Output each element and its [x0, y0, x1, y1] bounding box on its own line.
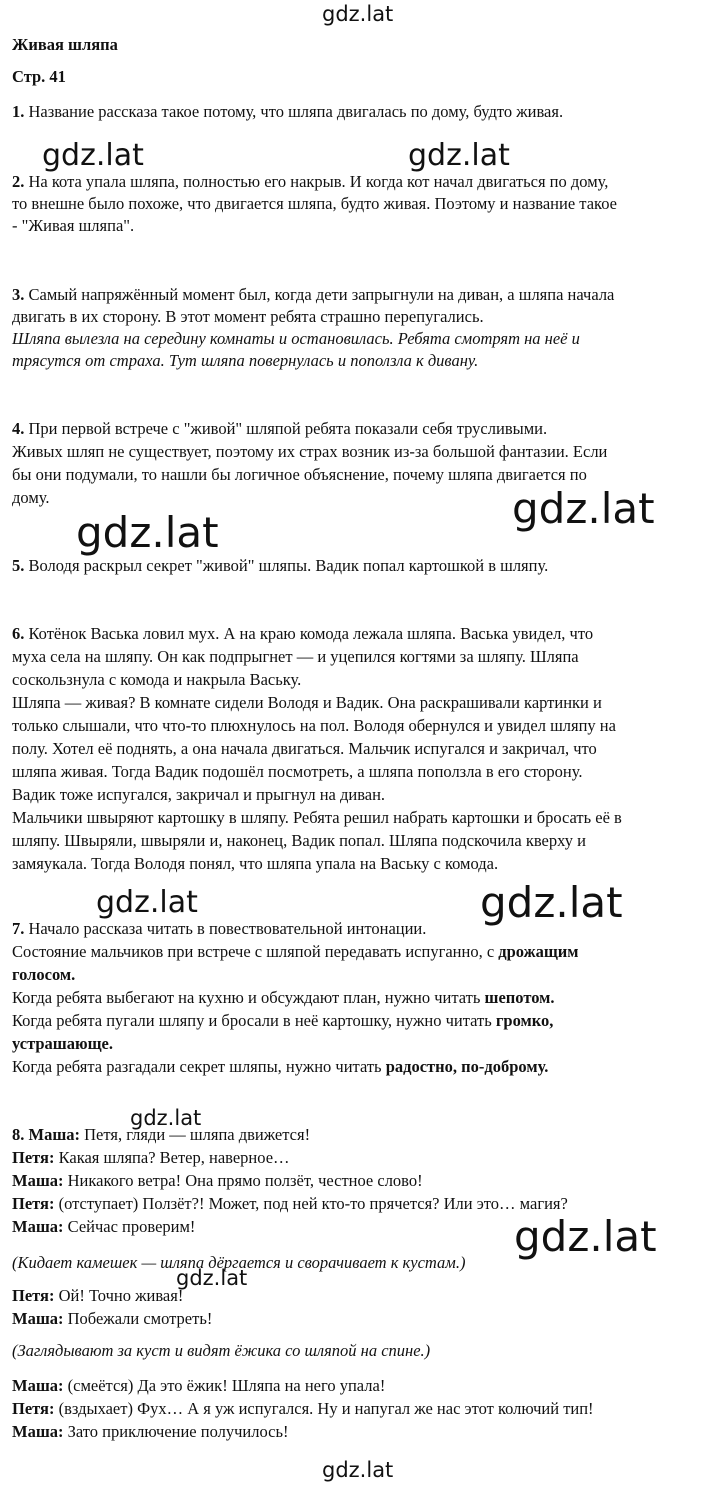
answer-6-line: муха села на шляпу. Он как подпрыгнет — и уцепился когтями за шляпу. Шляпа [12, 647, 579, 666]
answer-text: Володя раскрыл секрет "живой" шляпы. Вадик попал картошкой в шляпу. [24, 556, 549, 575]
answer-number: 5. [12, 556, 25, 575]
answer-6-line [12, 623, 593, 645]
answer-3-line: двигать в их сторону. В этот момент ребята страшно перепугались. [12, 307, 484, 326]
answer-4-line: Живых шляп не существует, поэтому их страх возник из-за большой фантазии. Если [12, 442, 608, 461]
dialog-line [12, 1375, 385, 1397]
speaker: Петя: [12, 1194, 55, 1213]
answer-number: 6. [12, 624, 25, 643]
speaker: Маша: [12, 1376, 64, 1395]
speaker: Маша: [12, 1422, 64, 1441]
answer-6-line: соскользнула с комода и накрыла Ваську. [12, 670, 302, 689]
speaker: Маша: [12, 1217, 64, 1236]
dialog-line [12, 1147, 290, 1169]
answer-7-line [12, 1056, 548, 1078]
answer-4-line: бы они подумали, то нашли бы логичное объяснение, почему шляпа двигается по [12, 465, 587, 484]
answer-2-line: то внешне было похоже, что двигается шляпа, будто живая. Поэтому и название такое [12, 194, 617, 213]
speech: Никакого ветра! Она прямо ползёт, честное слово! [63, 1171, 423, 1190]
answer-6-line: Шляпа — живая? В комнате сидели Володя и Вадик. Она раскрашивали картинки и [12, 693, 602, 712]
answer-1 [12, 101, 563, 123]
answer-3-quote: трясутся от страха. Тут шляпа повернулась и поползла к дивану. [12, 351, 479, 370]
stage-direction: (Заглядывают за куст и видят ёжика со шляпой на спине.) [12, 1341, 431, 1360]
watermark: gdz.lat [322, 1458, 394, 1482]
speaker: Петя: [12, 1399, 55, 1418]
watermark: gdz.lat [96, 885, 198, 920]
speaker: Петя: [12, 1286, 55, 1305]
answer-6-line: шляпу. Швыряли, швыряли и, наконец, Вадик попал. Шляпа подскочила кверху и [12, 831, 586, 850]
speech: (вздыхает) Фух… А я уж испугался. Ну и напугал же нас этот колючий тип! [54, 1399, 594, 1418]
answer-7-line [12, 918, 426, 940]
watermark: gdz.lat [408, 138, 510, 173]
watermark: gdz.lat [322, 2, 394, 26]
answer-number: 7. [12, 919, 25, 938]
stage-direction: (Кидает камешек — шляпа дёргается и сворачивает к кустам.) [12, 1253, 466, 1272]
speaker: Петя: [12, 1148, 55, 1167]
answer-6-line: только слышали, что что-то плюхнулось на пол. Володя обернулся и увидел шляпу на [12, 716, 616, 735]
answer-number: 8. [12, 1125, 25, 1144]
dialog-line [12, 1421, 288, 1443]
emphasis: шепотом. [484, 988, 555, 1007]
speech: Ой! Точно живая! [54, 1286, 184, 1305]
speech: Какая шляпа? Ветер, наверное… [54, 1148, 290, 1167]
dialog-line [12, 1285, 183, 1307]
answer-text: Когда ребята разгадали секрет шляпы, нужно читать [12, 1057, 386, 1076]
answer-7-line [12, 1010, 553, 1032]
answer-text: Название рассказа такое потому, что шляпа двигалась по дому, будто живая. [24, 102, 564, 121]
emphasis: устрашающе. [12, 1034, 113, 1053]
page-reference: Стр. 41 [12, 67, 66, 86]
answer-text: При первой встрече с "живой" шляпой ребята показали себя трусливыми. [24, 419, 548, 438]
answer-6-line: шляпа живая. Тогда Вадик подошёл посмотреть, а шляпа поползла в его сторону. [12, 762, 583, 781]
watermark: gdz.lat [42, 138, 144, 173]
emphasis: громко, [495, 1011, 554, 1030]
answer-text: Когда ребята выбегают на кухню и обсуждают план, нужно читать [12, 988, 485, 1007]
answer-6-line: полу. Хотел её поднять, а она начала двигаться. Мальчик испугался и закричал, что [12, 739, 597, 758]
speech: Сейчас проверим! [63, 1217, 196, 1236]
dialog-line [12, 1308, 212, 1330]
answer-5 [12, 555, 548, 577]
answer-text: Когда ребята пугали шляпу и бросали в неё картошку, нужно читать [12, 1011, 496, 1030]
watermark: gdz.lat [480, 878, 623, 927]
dialog-line [12, 1193, 568, 1215]
answer-6-line: замяукала. Тогда Володя понял, что шляпа упала на Ваську с комода. [12, 854, 499, 873]
answer-number: 4. [12, 419, 25, 438]
speech: Зато приключение получилось! [63, 1422, 289, 1441]
watermark: gdz.lat [176, 1266, 248, 1290]
watermark: gdz.lat [76, 508, 219, 557]
speech: Петя, гляди — шляпа движется! [80, 1125, 311, 1144]
answer-text: На кота упала шляпа, полностью его накрыв. И когда кот начал двигаться по дому, [24, 172, 609, 191]
speech: (смеётся) Да это ёжик! Шляпа на него упала! [63, 1376, 386, 1395]
answer-number: 1. [12, 102, 25, 121]
answer-7-line [12, 987, 555, 1009]
answer-6-line: Мальчики швыряют картошку в шляпу. Ребята решил набрать картошки и бросать её в [12, 808, 622, 827]
speech: Побежали смотреть! [63, 1309, 213, 1328]
answer-text: Котёнок Васька ловил мух. А на краю комода лежала шляпа. Васька увидел, что [24, 624, 594, 643]
emphasis: дрожащим [498, 942, 579, 961]
answer-3-line [12, 284, 614, 306]
answer-text: Состояние мальчиков при встрече с шляпой передавать испуганно, с [12, 942, 499, 961]
watermark: gdz.lat [130, 1106, 202, 1130]
answer-3-quote: Шляпа вылезла на середину комнаты и остановилась. Ребята смотрят на неё и [12, 329, 580, 348]
dialog-line [12, 1216, 195, 1238]
emphasis: голосом. [12, 965, 76, 984]
answer-text: Самый напряжённый момент был, когда дети запрыгнули на диван, а шляпа начала [24, 285, 615, 304]
watermark: gdz.lat [512, 484, 655, 533]
answer-2-line: - "Живая шляпа". [12, 216, 135, 235]
answer-number: 2. [12, 172, 25, 191]
answer-text: Начало рассказа читать в повествовательной интонации. [24, 919, 427, 938]
watermark: gdz.lat [514, 1212, 657, 1261]
speech: (отступает) Ползёт?! Может, под ней кто-то прячется? Или это… магия? [54, 1194, 568, 1213]
answer-number: 3. [12, 285, 25, 304]
speaker: Маша: [28, 1125, 80, 1144]
speaker: Маша: [12, 1309, 64, 1328]
answer-7-line [12, 941, 579, 963]
answer-4-line [12, 418, 547, 440]
answer-6-line: Вадик тоже испугался, закричал и прыгнул на диван. [12, 785, 386, 804]
answer-2-line [12, 171, 608, 193]
speaker: Маша: [12, 1171, 64, 1190]
answer-4-line: дому. [12, 488, 50, 507]
dialog-line [12, 1170, 423, 1192]
emphasis: радостно, по-доброму. [385, 1057, 549, 1076]
doc-title: Живая шляпа [12, 35, 118, 54]
dialog-line [12, 1398, 594, 1420]
